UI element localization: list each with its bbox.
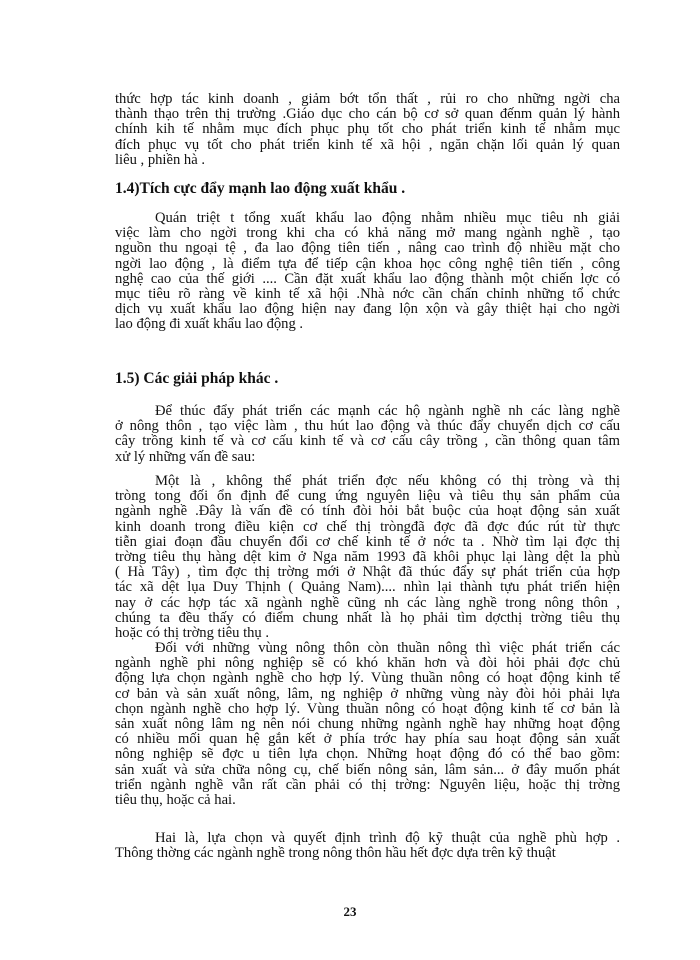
text-line: chúng ta đều thấy có điểm chung nhất là họ phải tìm dợcthị trờng tiêu thụ	[115, 609, 620, 626]
paragraph	[115, 211, 620, 333]
text-line: lao động đi xuất khẩu lao động .	[115, 316, 304, 333]
paragraph	[115, 474, 620, 641]
paragraph	[115, 641, 620, 808]
text-line: ngành nghề .Đây là vấn đề có tính đòi hỏi bắt buộc của hoạt động sản xuất	[115, 503, 620, 520]
text-line: cây trồng kinh tế và cơ cấu kinh tế và cơ cấu cây trồng , cần thông quan tâm	[115, 433, 620, 450]
text-line: Đối với những vùng nông thôn còn thuần nông thì việc phát triển các	[155, 640, 620, 656]
text-line: ở nông thôn , tạo việc làm , thu hút lao động và thúc đẩy chuyển dịch cơ cấu	[115, 418, 620, 435]
text-line: Quán triệt t tổng xuất khẩu lao động nhằm nhiều mục tiêu nh giải	[155, 210, 620, 226]
text-line: cơ bản và sản xuất nông, lâm, ng nghiệp ở những vùng này đòi hỏi phải lựa	[115, 685, 620, 702]
text-line: sản xuất và sửa chữa nông cụ, chế biến nông sản, lâm sản... ở đây muốn phát	[115, 761, 620, 778]
text-line: mục tiêu rõ ràng về kinh tế xã hội .Nhà nớc cần chấn chỉnh những tổ chức	[115, 285, 620, 302]
page-number: 23	[343, 904, 357, 919]
text-line: việc làm cho ngời trong khi cha có khả năng mở mang ngành nghề , tạo	[115, 225, 620, 242]
text-line: đích phục vụ tốt cho phát triển kinh tế xã hội , ngăn chặn lối quản lý quan	[115, 136, 620, 153]
paragraph	[115, 831, 620, 861]
paragraph	[115, 92, 620, 168]
text-line: thức hợp tác kinh doanh , giảm bớt tổn thất , rủi ro cho những ngời cha	[115, 91, 620, 107]
paragraph	[115, 404, 620, 465]
text-line: nghệ cao của thế giới .... Cần đặt xuất khẩu lao động thành một chiến lợc có	[115, 270, 620, 287]
text-line: tiễn giai đoạn đầu chuyển đổi cơ chế kinh tế ở nớc ta . Nhờ tìm lại đợc thị	[115, 533, 620, 550]
text-line: chọn ngành nghề cho hợp lý. Vùng thuần nông có hoạt động kinh tế cơ bản là	[115, 700, 620, 717]
text-line: hoặc có thị trờng tiêu thụ .	[115, 624, 270, 641]
text-line: xử lý những vấn đề sau:	[115, 448, 256, 465]
text-line: nguồn thu ngoại tệ , đa lao động tiên tiến , nâng cao trình độ nhiều mặt cho	[115, 240, 620, 257]
text-line: trờng tiêu thụ hàng dệt kim ở Nga năm 1993 đã khôi phục lại làng dệt la phù	[115, 548, 620, 565]
text-line: ( Hà Tây) , tìm đợc thị trờng mới ở Nhật đã thúc đẩy sự phát triển của hợp	[115, 564, 620, 581]
text-line: liêu , phiền hà .	[115, 151, 205, 168]
text-line: sản xuất nông lâm ng nên nói chung những ngành nghề hay những hoạt động	[115, 715, 620, 732]
text-line: tiêu thụ, hoặc cả hai.	[115, 791, 236, 808]
text-line: triển ngành nghề vẫn rất cần phải có thị trờng: Nguyên liệu, hoặc thị trờng	[115, 776, 620, 793]
text-line: Thông thờng các ngành nghề trong nông thôn hầu hết đợc dựa trên kỹ thuật	[115, 845, 556, 862]
text-line: kinh doanh trong điều kiện cơ chế thị tròngđã đợc đã đợc đúc rút từ thực	[115, 518, 620, 535]
text-line: nay ở các hợp tác xã ngành nghề cũng nh các làng nghề trong nông thôn ,	[115, 594, 620, 611]
text-line: nông nghiệp sẽ đợc u tiên lựa chọn. Những hoạt động đó có thể bao gồm:	[115, 746, 620, 763]
text-line: động lựa chọn ngành nghề cho hợp lý. Vùng thuần nông có hoạt động kinh tế	[115, 670, 620, 687]
text-line: Hai là, lựa chọn và quyết định trình độ kỹ thuật của nghề phù hợp .	[155, 830, 620, 846]
text-line: ngành nghề phi nông nghiệp sẽ có khó khăn hơn và đòi hỏi phải đợc chủ	[115, 655, 620, 672]
text-line: dịch vụ xuất khẩu lao động hiện nay đang lộn xộn và gây thiệt hại cho ngời	[115, 301, 620, 318]
text-line: chính kih tế nhằm mục đích phục phụ tốt cho phát triển kinh tế nhằm mục	[115, 121, 620, 138]
text-line: tác xã dệt lụa Duy Thịnh ( Quảng Nam).... nhìn lại thành tựu phát triển hiện	[115, 579, 620, 596]
text-line: Một là , không thể phát triển đợc nếu không có thị tròng và thị	[155, 473, 620, 489]
text-line: Để thúc đẩy phát triển các mạnh các hộ ngành nghề nh các làng nghề	[155, 403, 620, 419]
text-line: tròng tong đối ổn định để cung ứng nguyên liệu và tiêu thụ sản phẩm của	[115, 488, 620, 505]
text-line: ngời lao động , là điểm tựa để tiếp cận khoa học công nghệ tiên tiến , công	[115, 255, 620, 272]
section-heading: 1.5) Các giải pháp khác .	[115, 370, 279, 387]
text-line: thành thạo trên thị trường .Giáo dục cho cán bộ cơ sở quan đếnm quản lý hành	[115, 106, 620, 123]
section-heading: 1.4)Tích cực đẩy mạnh lao động xuất khẩu .	[115, 180, 406, 197]
text-line: có nhiều mối quan hệ gắn kết ở phía trớc hay phía sau hoạt động sản xuất	[115, 731, 620, 748]
